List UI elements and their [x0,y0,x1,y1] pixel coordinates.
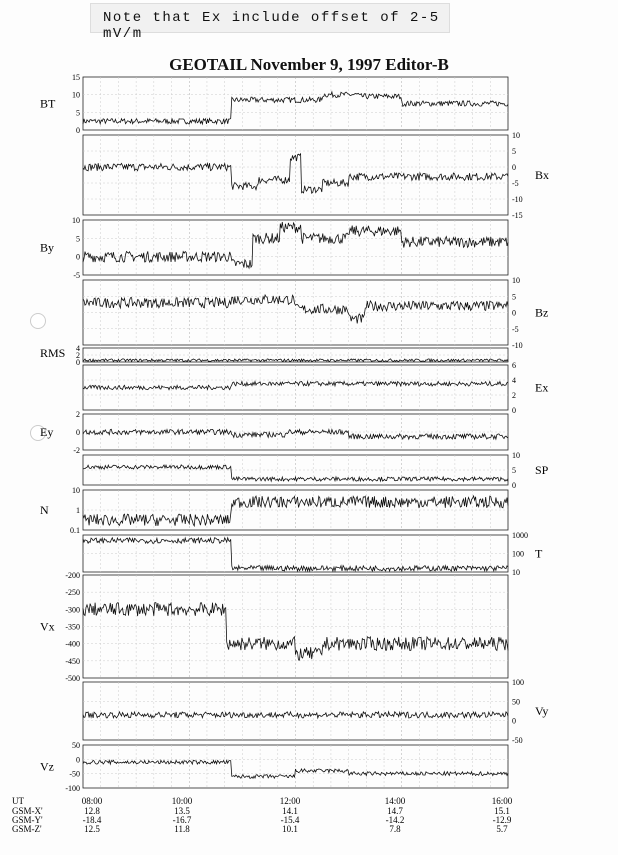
footer-value-y: -12.9 [492,815,512,825]
chart-title: GEOTAIL November 9, 1997 Editor-B [169,55,449,74]
tick-label-sp: 10 [512,451,520,460]
footer-value-z: 11.8 [174,824,190,834]
footer-row-label: GSM-Y' [12,815,43,825]
tick-label-vz: -50 [69,769,80,779]
tick-label-bz: 5 [512,292,516,302]
tick-label-by: 10 [72,216,80,225]
tick-label-bz: -5 [512,324,519,334]
tick-label-ex: 4 [512,376,516,385]
tick-label-t: 1000 [512,531,528,540]
tick-label-by: -5 [73,271,80,280]
panel-frame-ex [83,365,508,410]
tick-label-bx: -10 [512,195,523,204]
tick-label-bt: 10 [72,90,80,100]
tick-label-n: 10 [72,486,80,495]
footer-row-label: GSM-Z' [12,824,42,834]
tick-label-vx: -400 [65,639,80,649]
tick-label-sp: 0 [512,481,516,490]
tick-label-vx: -450 [65,656,80,666]
tick-label-vx: -200 [65,571,80,580]
footer-value-z: 5.7 [496,824,508,834]
tick-label-t: 10 [512,568,520,577]
tick-label-bx: 0 [512,163,516,172]
panel-label-by: By [40,240,55,255]
footer-value-x: 14.7 [387,806,403,816]
offset-note: Note that Ex include offset of 2-5 mV/m [90,3,450,33]
series-trace-bt [83,92,508,124]
footer-value-y: -18.4 [82,815,102,825]
panel-label-bt: BT [40,96,56,111]
tick-label-ex: 2 [512,391,516,400]
tick-label-bz: -10 [512,341,523,350]
footer-value-x: 12.8 [84,806,100,816]
tick-label-bz: 10 [512,276,520,285]
tick-label-rms: 4 [76,344,80,353]
panel-label-sp: SP [535,463,549,477]
tick-label-ex: 0 [512,406,516,415]
footer-value-y: -14.2 [385,815,405,825]
tick-label-ey: 2 [76,410,80,419]
panel-label-ey: Ey [40,425,54,439]
tick-label-bt: 15 [72,73,80,82]
footer-value-ut: 16:00 [491,796,513,806]
panel-label-vz: Vz [40,759,54,774]
tick-label-bz: 0 [512,308,516,318]
tick-label-vx: -350 [65,622,80,632]
panel-label-n: N [40,503,49,517]
footer-value-z: 7.8 [389,824,401,834]
tick-label-rms: 2 [76,351,80,360]
tick-label-vy: 100 [512,678,524,687]
tick-label-ex: 6 [512,361,516,370]
tick-label-bt: 0 [76,126,80,135]
series-trace-t [83,538,508,571]
footer-value-ut: 14:00 [384,796,406,806]
footer-value-x: 13.5 [174,806,190,816]
footer-row-label: UT [12,796,24,806]
series-trace-rms [83,359,508,362]
tick-label-bx: -5 [512,179,519,188]
tick-label-bx: -15 [512,211,523,220]
panel-label-t: T [535,546,543,561]
panel-label-vy: Vy [535,704,549,718]
footer-row-label: GSM-X' [12,806,43,816]
tick-label-vz: 0 [76,755,80,765]
tick-label-bx: 10 [512,131,520,140]
footer-value-ut: 10:00 [171,796,193,806]
footer-value-ut: 12:00 [279,796,301,806]
tick-label-sp: 5 [512,466,516,475]
tick-label-bx: 5 [512,147,516,156]
tick-label-vz: 50 [72,741,80,750]
tick-label-vx: -250 [65,588,80,598]
footer-value-ut: 08:00 [81,796,103,806]
tick-label-vy: -50 [512,736,523,745]
tick-label-n: 1 [76,506,80,515]
footer-value-y: -16.7 [172,815,192,825]
tick-label-vx: -500 [65,674,80,683]
footer-value-z: 10.1 [282,824,298,834]
tick-label-bt: 5 [76,108,80,118]
panel-label-bz: Bz [535,305,549,320]
footer-value-x: 15.1 [494,806,510,816]
tick-label-t: 100 [512,549,524,559]
panel-label-vx: Vx [40,619,55,634]
tick-label-n: 0.1 [70,526,80,535]
panel-label-ex: Ex [535,380,549,395]
tick-label-vx: -300 [65,605,80,615]
panel-label-bx: Bx [535,168,550,182]
panel-label-rms: RMS [40,346,66,360]
footer-value-x: 14.1 [282,806,298,816]
tick-label-by: 0 [76,252,80,262]
footer-value-z: 12.5 [84,824,100,834]
tick-label-vy: 50 [512,697,520,707]
tick-label-ey: -2 [73,446,80,455]
tick-label-rms: 0 [76,358,80,367]
footer-value-y: -15.4 [280,815,300,825]
tick-label-vz: -100 [65,784,80,793]
tick-label-vy: 0 [512,716,516,726]
tick-label-ey: 0 [76,428,80,437]
tick-label-by: 5 [76,234,80,244]
